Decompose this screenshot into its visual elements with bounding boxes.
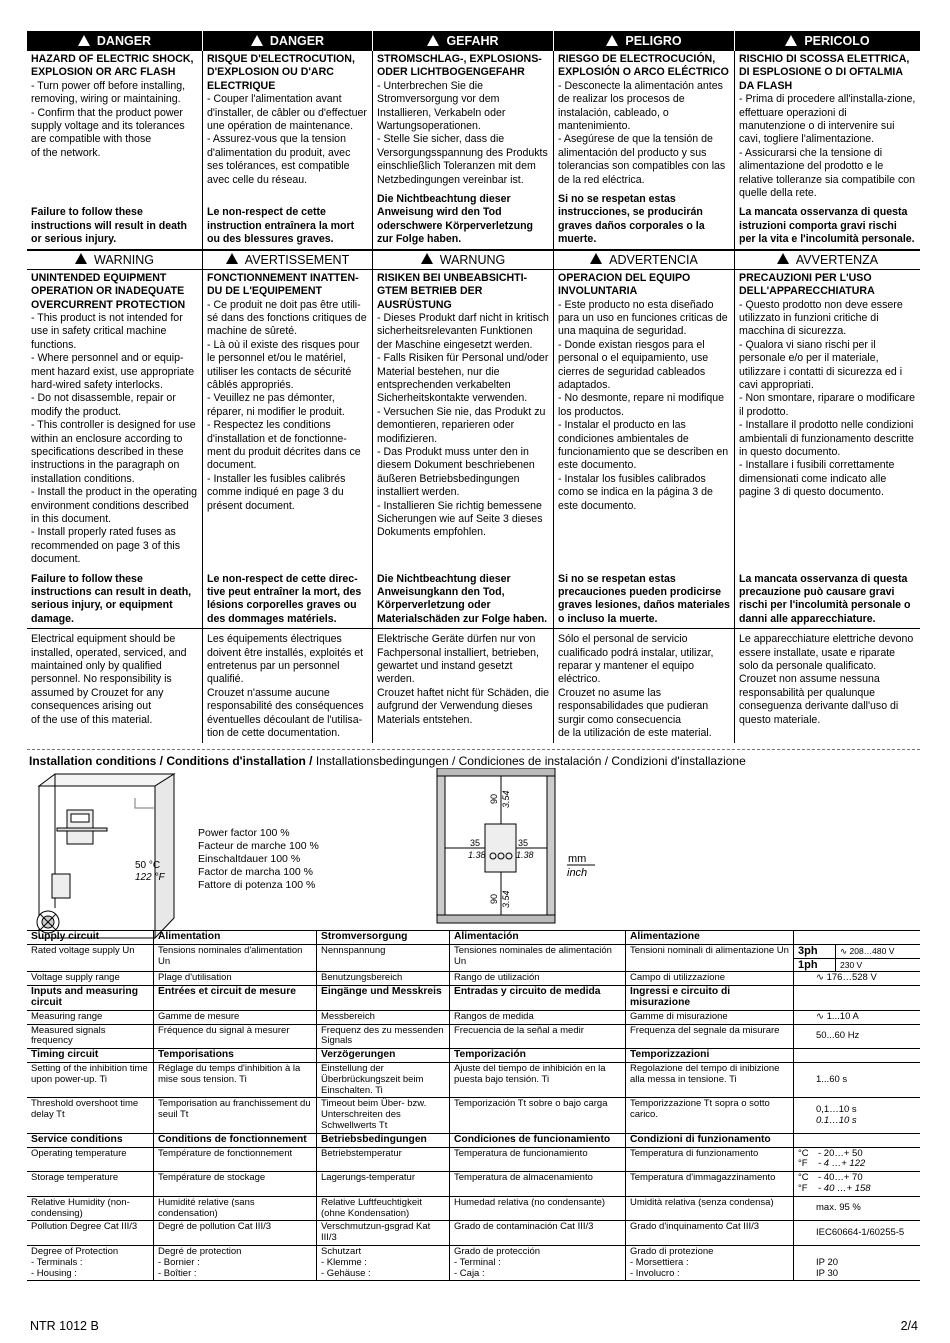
spec-value-text: 1...60 s — [816, 1073, 848, 1085]
spec-cell: Operating temperature — [27, 1148, 154, 1172]
spec-cell: Gamme de mesure — [154, 1011, 317, 1024]
spec-cell: Frequenz des zu messenden Signals — [317, 1025, 450, 1049]
spec-value — [794, 1148, 920, 1172]
danger-header-bar — [27, 31, 920, 51]
warning_cols-body: - Este producto no esta diseñado para un uso en funciones criticas de una maquina de seguridad. - Donde existan riesgos para el personal o el equipamiento, use cierres de seguridad cableados adaptados. - No desmonte, repare ni modifique los productos. - Instalar el producto en las condiciones ambientales de funcionamiento que se describen en este documento. - Instalar los fusibles calibrados como se indica en la página 3 de este documento. — [558, 298, 729, 512]
warning-header: WARNING — [94, 252, 154, 267]
warning_cols-body: - Questo prodotto non deve essere utilizzato in funzioni critiche di macchina di sicurezza. - Qualora vi siano rischi per il personale e/o per il materiale, utilizzare i contatti di sicurezza ed i cavi appropriati. - Non smontare, riparare o modificare il prodotto. - Installare il prodotto nelle condizioni ambientali di funzionamento descritte in questo documento. - Installare i fusibili correttamente dimensionati come indicato alle pagine 3 di questo documento. — [739, 298, 916, 499]
warning-triangle-icon — [785, 35, 797, 46]
spec-cell: Entradas y circuito de medida — [450, 986, 626, 1010]
spec-cell: Einstellung der Überbrückungszeit beim Einschalten. Ti — [317, 1063, 450, 1097]
spec-cell: Eingänge und Messkreis — [317, 986, 450, 1010]
spec-cell: Relative Humidity (non-condensing) — [27, 1197, 154, 1221]
spec-cell: Temporizzazione Tt sopra o sotto carico. — [626, 1098, 794, 1132]
spec-cell: Temporisations — [154, 1049, 317, 1062]
temp-range: - 20…+ 50 — [818, 1147, 863, 1159]
spec-cell: Betriebsbedingungen — [317, 1134, 450, 1147]
warning-triangle-icon — [226, 253, 238, 264]
warning_cols-title: UNINTENDED EQUIPMENT OPERATION OR INADEQUATE OVERCURRENT PROTECTION — [31, 271, 186, 311]
spec-cell: Pollution Degree Cat III/3 — [27, 1221, 154, 1245]
spec-value-inch: 0.1…10 s — [816, 1114, 857, 1126]
warning-triangle-icon — [78, 35, 90, 46]
spec-cell: Frecuencia de la señal a medir — [450, 1025, 626, 1049]
spec-row — [27, 1197, 920, 1222]
spec-cell: Umidità relativa (senza condensa) — [626, 1197, 794, 1221]
dim-top-in: 3.54 — [501, 789, 511, 808]
danger-header: PERICOLO — [804, 34, 870, 48]
spec-cell: Verschmutzun-gsgrad Kat III/3 — [317, 1221, 450, 1245]
warning-triangle-icon — [777, 253, 789, 264]
danger_cols-consequence: Le non-respect de cette instruction entraînera la mort ou des blessures graves. — [207, 206, 355, 246]
spec-row — [27, 1011, 920, 1025]
spec-cell: Benutzungsbereich — [317, 972, 450, 985]
spec-cell: Humedad relativa (no condensante) — [450, 1197, 626, 1221]
warning_cols-body: - Dieses Produkt darf nicht in kritisch sicherheitsrelevanten Funktionen der Maschine eingesetzt werden. - Falls Risiken für Personal und/oder Material bestehen, nur die entsprechenden verkabelten Sicherheitskontakte verwenden. - Versuchen Sie nie, das Produkt zu demontieren, reparieren oder modifizieren. - Das Produkt muss unter den in diesem Dokument beschriebenen äußeren Betriebsbedingungen installiert werden. - Installieren Sie richtig bemessene Sicherungen wie auf Seite 3 dieses Dokuments empfohlen. — [377, 311, 549, 539]
spec-cell: Service conditions — [27, 1134, 154, 1147]
spec-value — [794, 1098, 920, 1132]
qualified-personnel-section — [27, 629, 920, 742]
temp-range: - 40…+ 70 — [818, 1172, 863, 1184]
dashed-divider — [27, 749, 920, 750]
danger_cols-title: STROMSCHLAG-, EXPLOSIONS-ODER LICHTBOGENGEFAHR — [377, 53, 542, 79]
warning_cols-column — [554, 270, 735, 629]
spec-cell: Temporisation au franchissement du seuil Tt — [154, 1098, 317, 1132]
danger_cols-title: RISCHIO DI SCOSSA ELETTRICA, DI ESPLOSIONE O DI OFTALMIA DA FLASH — [739, 53, 910, 92]
spec-value — [794, 1011, 920, 1024]
qualified-personnel-text: Electrical equipment should be installed, operated, serviced, and maintained only by qualified personnel. No responsibility is assumed by Crouzet for any consequences arising out of the use of this material. — [27, 629, 203, 742]
spec-cell: Rated voltage supply Un — [27, 945, 154, 972]
spec-cell: Tensioni nominali di alimentazione Un — [626, 945, 794, 972]
qualified-personnel-text: Les équipements électriques doivent être installés, exploités et entretenus par un personnel qualifié. Crouzet n'assume aucune responsabilité des conséquences éventuelles découlant de l'utilisa-tion de cette documentation. — [203, 629, 373, 742]
spec-cell: Schutzart - Klemme : - Gehäuse : — [317, 1246, 450, 1280]
warning_cols-consequence: Si no se respetan estas precauciones pueden prodicirse graves lesiones, daños materiales o incluso la muerte. — [558, 572, 730, 625]
spec-cell: Supply circuit — [27, 931, 154, 944]
installation-drawing — [27, 768, 920, 958]
spec-cell: Grado de protección - Terminal : - Caja : — [450, 1246, 626, 1280]
spec-cell: Alimentazione — [626, 931, 794, 944]
spec-cell: Nennspannung — [317, 945, 450, 972]
warning-triangle-icon — [606, 35, 618, 46]
danger_cols-column — [27, 51, 203, 249]
spec-cell: Gamme di misurazione — [626, 1011, 794, 1024]
spec-cell: Lagerungs-temperatur — [317, 1172, 450, 1196]
spec-row — [27, 1025, 920, 1050]
spec-value — [794, 972, 920, 985]
spec-cell: Temporizzazioni — [626, 1049, 794, 1062]
spec-cell: Entrées et circuit de mesure — [154, 986, 317, 1010]
spec-cell: Tensions nominales d'alimentation Un — [154, 945, 317, 972]
spec-cell: Verzögerungen — [317, 1049, 450, 1062]
temp-unit: °C — [798, 1172, 809, 1184]
danger_cols-body: - Turn power off before installing, removing, wiring or maintaining. - Confirm that the product power supply voltage and its tolerances are compatible with those of the network. — [31, 79, 186, 159]
spec-row — [27, 986, 920, 1011]
temp-unit: °F — [798, 1158, 808, 1170]
dim-bot-in: 3.54 — [501, 889, 511, 908]
dim-top-mm: 90 — [489, 793, 499, 804]
spec-value-text: IP 20 IP 30 — [816, 1256, 839, 1279]
danger-header: PELIGRO — [625, 34, 682, 48]
temp-f: 122 °F — [135, 871, 165, 883]
spec-value — [794, 1221, 920, 1245]
spec-table — [27, 930, 920, 1281]
spec-value — [794, 1063, 920, 1097]
unit-inch: inch — [567, 866, 588, 879]
warning_cols-consequence: Failure to follow these instructions can result in death, serious injury, or equipment damage. — [31, 572, 192, 625]
warning-section — [27, 270, 920, 630]
spec-cell: Plage d'utilisation — [154, 972, 317, 985]
danger_cols-column — [735, 51, 920, 249]
spec-cell: Messbereich — [317, 1011, 450, 1024]
spec-cell: Campo di utilizzazione — [626, 972, 794, 985]
spec-cell: Ajuste del tiempo de inhibición en la puesta bajo tensión. Ti — [450, 1063, 626, 1097]
spec-value-text: 0,1…10 s — [816, 1103, 857, 1115]
danger_cols-column — [373, 51, 554, 249]
qualified-personnel-text: Elektrische Geräte dürfen nur von Fachpersonal installiert, betrieben, gewartet und instand gesetzt werden. Crouzet haftet nicht für Schäden, die aufgrund der Verwendung dieses Materials entstehen. — [373, 629, 554, 742]
danger_cols-body: - Unterbrechen Sie die Stromversorgung vor dem Installieren, Verkabeln oder Wartungsoperationen. - Stelle Sie sicher, dass die Versorgungsspannung des Produkts einschließlich Toleranzen mit dem Netzbedingungen vereinbar ist. — [377, 79, 548, 186]
spec-row — [27, 1172, 920, 1197]
phase-label: 1ph — [794, 959, 836, 972]
spec-value-text: ∿ 176…528 V — [816, 972, 877, 984]
safety-sheet — [27, 31, 920, 958]
danger_cols-consequence: Die Nichtbeachtung dieser Anweisung wird den Tod oderschwere Körperverletzung zur Folge haben. — [377, 193, 534, 246]
warning_cols-column — [373, 270, 554, 629]
spec-value — [794, 945, 920, 972]
warning_cols-body: - This product is not intended for use in safety critical machine functions. - Where personnel and or equip-ment hazard exist, use appropriate hard-wired safety interlocks. - Do not disassemble, repair or modify the product. - This controller is designed for use within an enclosure according to specifications described in these instructions in the paragraph on installation conditions. - Install the product in the operating environment conditions described in this document. - Install properly rated fuses as recommended on page 3 of this document. — [31, 311, 198, 566]
spec-value-text: ∿ 1...10 A — [816, 1010, 859, 1022]
danger-header: DANGER — [269, 34, 325, 48]
spec-cell: Degree of Protection - Terminals : - Housing : — [27, 1246, 154, 1280]
spec-cell: Measuring range — [27, 1011, 154, 1024]
spec-row — [27, 1098, 920, 1133]
temp-range: - 4 …+ 122 — [818, 1158, 866, 1170]
danger_cols-consequence: La mancata osservanza di questa istruzioni comporta gravi rischi per la vita e l'incolumità personale. — [739, 206, 915, 246]
dim-left-mm: 35 — [470, 837, 481, 848]
spec-cell: Alimentation — [154, 931, 317, 944]
spec-value-text: IEC60664-1/60255-5 — [816, 1226, 905, 1238]
danger_cols-column — [554, 51, 735, 249]
warning_cols-title: RISIKEN BEI UNBEABSICHTI-GTEM BETRIEB DER AUSRÜSTUNG — [377, 271, 528, 311]
spec-value — [794, 986, 920, 1010]
danger_cols-body: - Desconecte la alimentación antes de realizar los procesos de instalación, cableado, o mantenimiento. - Asegúrese de que la tensión de alimentación del producto y sus tolerancias son compatibles con las de la red eléctrica. — [558, 79, 726, 186]
spec-row — [27, 1049, 920, 1063]
danger_cols-column — [203, 51, 373, 249]
spec-cell: Condiciones de funcionamiento — [450, 1134, 626, 1147]
qualified-personnel-text: Sólo el personal de servicio cualificado podrá instalar, utilizar, reparar y mantener el equipo eléctrico. Crouzet no asume las responsabilidades que pudieran surgir como consecuencia de la utilización de este material. — [554, 629, 735, 742]
spec-cell: Temporización Tt sobre o bajo carga — [450, 1098, 626, 1132]
spec-cell: Timing circuit — [27, 1049, 154, 1062]
spec-cell: Inputs and measuring circuit — [27, 986, 154, 1010]
warning_cols-consequence: Die Nichtbeachtung dieser Anweisungkann den Tod, Körperverletzung oder Materialschäden zur Folge haben. — [377, 572, 548, 625]
spec-value — [794, 1049, 920, 1062]
spec-row — [27, 1221, 920, 1246]
unit-mm: mm — [568, 852, 587, 865]
warning_cols-consequence: Le non-respect de cette direc-tive peut entraîner la mort, des lésions corporelles graves ou des dommages matériels. — [207, 572, 362, 625]
temp-unit: °F — [798, 1182, 808, 1194]
danger_cols-consequence: Failure to follow these instructions will result in death or serious injury. — [31, 206, 187, 246]
spec-value — [794, 1197, 920, 1221]
spec-cell: Température de stockage — [154, 1172, 317, 1196]
spec-cell: Grado de contaminación Cat III/3 — [450, 1221, 626, 1245]
spec-row — [27, 945, 920, 973]
phase-value: 230 V — [840, 959, 863, 970]
warning-triangle-icon — [421, 253, 433, 264]
spec-value — [794, 1134, 920, 1147]
spec-cell: Ingressi e circuito di misurazione — [626, 986, 794, 1010]
spec-cell: Réglage du temps d'inhibition à la mise sous tension. Ti — [154, 1063, 317, 1097]
spec-row — [27, 931, 920, 945]
spec-row — [27, 1246, 920, 1280]
danger_cols-title: HAZARD OF ELECTRIC SHOCK, EXPLOSION OR ARC FLASH — [31, 53, 194, 79]
dim-bot-mm: 90 — [489, 893, 499, 904]
spec-cell: Condizioni di funzionamento — [626, 1134, 794, 1147]
spec-cell: Stromversorgung — [317, 931, 450, 944]
warning_cols-column — [203, 270, 373, 629]
warning_cols-title: FONCTIONNEMENT INATTEN-DU DE L'EQUIPEMENT — [207, 271, 359, 298]
danger-header: GEFAHR — [446, 34, 499, 48]
spec-cell: Tensiones nominales de alimentación Un — [450, 945, 626, 972]
spec-cell: Temporización — [450, 1049, 626, 1062]
qualified-personnel-text: Le apparecchiature elettriche devono essere installate, usate e riparate solo da personale qualificato. Crouzet non assume nessuna responsabilità per qualunque conseguenza derivante dall'uso di questo materiale. — [739, 633, 914, 726]
warning-header-bar — [27, 250, 920, 270]
temp-c: 50 °C — [135, 859, 161, 871]
spec-value — [794, 1246, 920, 1280]
spec-cell: Timeout beim Über- bzw. Unterschreiten des Schwellwerts Tt — [317, 1098, 450, 1132]
spec-value — [794, 931, 920, 944]
danger_cols-title: RIESGO DE ELECTROCUCIÓN, EXPLOSIÓN O ARCO ELÉCTRICO — [558, 53, 729, 79]
warning_cols-title: OPERACION DEL EQUIPO INVOLUNTARIA — [558, 271, 691, 298]
installation-title: Installation conditions / Conditions d'installation / Installationsbedingungen / Condiciones de instalación / Condizioni d'installazione — [29, 753, 746, 768]
spec-cell: Frequenza del segnale da misurare — [626, 1025, 794, 1049]
installation-diagram — [27, 768, 920, 958]
spec-cell: Alimentación — [450, 931, 626, 944]
warning-triangle-icon — [251, 35, 263, 46]
spec-cell: Temperatura de funcionamiento — [450, 1148, 626, 1172]
warning-header: AVVERTENZA — [795, 252, 879, 267]
spec-cell: Rango de utilización — [450, 972, 626, 985]
dim-right-mm: 35 — [518, 837, 529, 848]
spec-cell: Measured signals frequency — [27, 1025, 154, 1049]
spec-row — [27, 1063, 920, 1098]
doc-reference: NTR 1012 B — [30, 1319, 99, 1333]
spec-value-text: 50...60 Hz — [816, 1029, 860, 1041]
spec-cell: Fréquence du signal à mesurer — [154, 1025, 317, 1049]
spec-cell: Grado d'inquinamento Cat III/3 — [626, 1221, 794, 1245]
danger-header: DANGER — [96, 34, 152, 48]
spec-cell: Threshold overshoot time delay Tt — [27, 1098, 154, 1132]
temp-range: - 40 …+ 158 — [818, 1182, 871, 1194]
spec-cell: Conditions de fonctionnement — [154, 1134, 317, 1147]
spec-cell: Degré de pollution Cat III/3 — [154, 1221, 317, 1245]
spec-cell: Degré de protection - Bornier : - Boîtier : — [154, 1246, 317, 1280]
warning-header: AVERTISSEMENT — [244, 252, 350, 267]
danger_cols-body: - Couper l'alimentation avant d'installer, de câbler ou d'effectuer une opération de maintenance. - Assurez-vous que la tension d'alimentation du produit, avec ses tolérances, est compatible avec celle du réseau. — [207, 93, 367, 186]
spec-cell: Rangos de medida — [450, 1011, 626, 1024]
warning_cols-title: PRECAUZIONI PER L'USO DELL'APPARECCHIATURA — [739, 271, 875, 298]
enclosure-drawing — [37, 774, 174, 938]
spec-cell: Temperatura di funzionamento — [626, 1148, 794, 1172]
spec-cell: Humidité relative (sans condensation) — [154, 1197, 317, 1221]
page-number: 2/4 — [900, 1319, 918, 1333]
spec-row — [27, 972, 920, 986]
power-factor-list: Power factor 100 % Facteur de marche 100 % Einschaltdauer 100 % Factor de marcha 100 % Fattore di potenza 100 % — [198, 826, 319, 891]
dim-left-in: 1.38 — [468, 849, 486, 860]
danger_cols-consequence: Si no se respetan estas instrucciones, se producirán graves daños corporales o la muerte. — [558, 193, 705, 246]
warning_cols-consequence: La mancata osservanza di questa precauzione può causare gravi rischi per l'incolumità personale o danni alle apparecchiature. — [739, 572, 911, 625]
spec-cell: Betriebstemperatur — [317, 1148, 450, 1172]
warning-triangle-icon — [590, 253, 602, 264]
warning-triangle-icon — [75, 253, 87, 264]
spec-value-text: max. 95 % — [816, 1202, 861, 1214]
spec-cell: Température de fonctionnement — [154, 1148, 317, 1172]
danger-section — [27, 51, 920, 250]
spec-value — [794, 1172, 920, 1196]
warning_cols-column — [735, 270, 920, 629]
warning-header: WARNUNG — [439, 252, 506, 267]
phase-label: 3ph — [794, 945, 836, 958]
warning_cols-body: - Ce produit ne doit pas être utili-sé dans des fonctions critiques de machine de sûreté. - Là où il existe des risques pour le personnel et/ou le matériel, utiliser les contacts de sécurité câblés appropriés. - Veuillez ne pas démonter, réparer, ni modifier le produit. - Respectez les conditions d'installation et de fonctionne-ment du produit décrites dans ce document. - Installer les fusibles calibrés comme indiqué en page 3 du présent document. — [207, 298, 367, 512]
danger_cols-title: RISQUE D'ELECTROCUTION, D'EXPLOSION OU D'ARC ELECTRIQUE — [207, 53, 355, 92]
warning-triangle-icon — [427, 35, 439, 46]
warning_cols-column — [27, 270, 203, 629]
spec-cell: Relative Luftfeuchtigkeit (ohne Kondensation) — [317, 1197, 450, 1221]
spec-cell: Storage temperature — [27, 1172, 154, 1196]
spec-cell: Voltage supply range — [27, 972, 154, 985]
spec-cell: Setting of the inhibition time upon power-up. Ti — [27, 1063, 154, 1097]
spec-cell: Grado di protezione - Morsettiera : - Involucro : — [626, 1246, 794, 1280]
warning-header: ADVERTENCIA — [609, 252, 698, 267]
spec-cell: Temperatura d'immagazzinamento — [626, 1172, 794, 1196]
spec-row — [27, 1134, 920, 1148]
spec-cell: Temperatura de almacenamiento — [450, 1172, 626, 1196]
dim-right-in: 1.38 — [516, 849, 534, 860]
spec-row — [27, 1148, 920, 1173]
danger_cols-body: - Prima di procedere all'installa-zione, effettuare operazioni di manutenzione o di intervenire sui cavi, togliere l'alimentazione. - Assicurarsi che la tensione di alimentazione del prodotto e le relative tolleranze sia compatibile con quelle della rete. — [739, 93, 916, 200]
phase-value: ∿ 208…480 V — [840, 945, 895, 956]
spec-cell: Regolazione del tempo di inibizione alla messa in tensione. Ti — [626, 1063, 794, 1097]
temp-unit: °C — [798, 1147, 809, 1159]
spec-value — [794, 1025, 920, 1049]
